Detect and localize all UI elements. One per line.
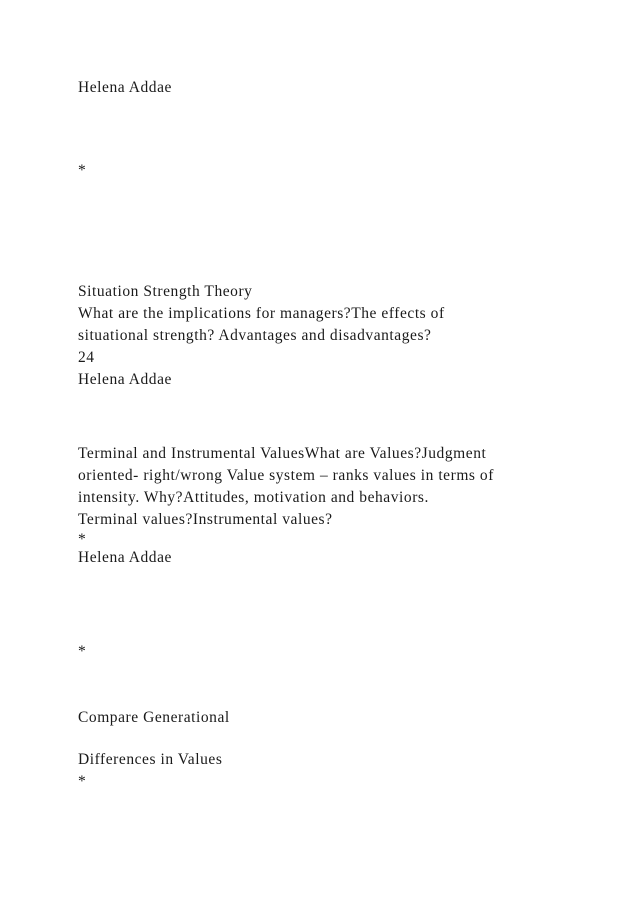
slide-title-continued: Differences in Values — [78, 751, 223, 768]
slide-title: Compare Generational — [78, 709, 230, 726]
author-name: Helena Addae — [78, 549, 172, 566]
separator-asterisk: * — [78, 162, 87, 179]
author-name: Helena Addae — [78, 79, 172, 96]
separator-asterisk: * — [78, 643, 87, 660]
separator-asterisk: * — [78, 773, 87, 790]
author-name: Helena Addae — [78, 371, 172, 388]
slide-number: 24 — [78, 349, 95, 366]
body-text-line: intensity. Why?Attitudes, motivation and behaviors. — [78, 489, 429, 506]
separator-asterisk: * — [78, 531, 87, 548]
slide-title: Situation Strength Theory — [78, 283, 253, 300]
body-text-line: Terminal values?Instrumental values? — [78, 511, 333, 528]
slide-title: Terminal and Instrumental ValuesWhat are Values?Judgment — [78, 445, 487, 462]
body-text-line: What are the implications for managers?The effects of — [78, 305, 445, 322]
body-text-line: situational strength? Advantages and disadvantages? — [78, 327, 432, 344]
body-text-line: oriented- right/wrong Value system – ranks values in terms of — [78, 467, 494, 484]
